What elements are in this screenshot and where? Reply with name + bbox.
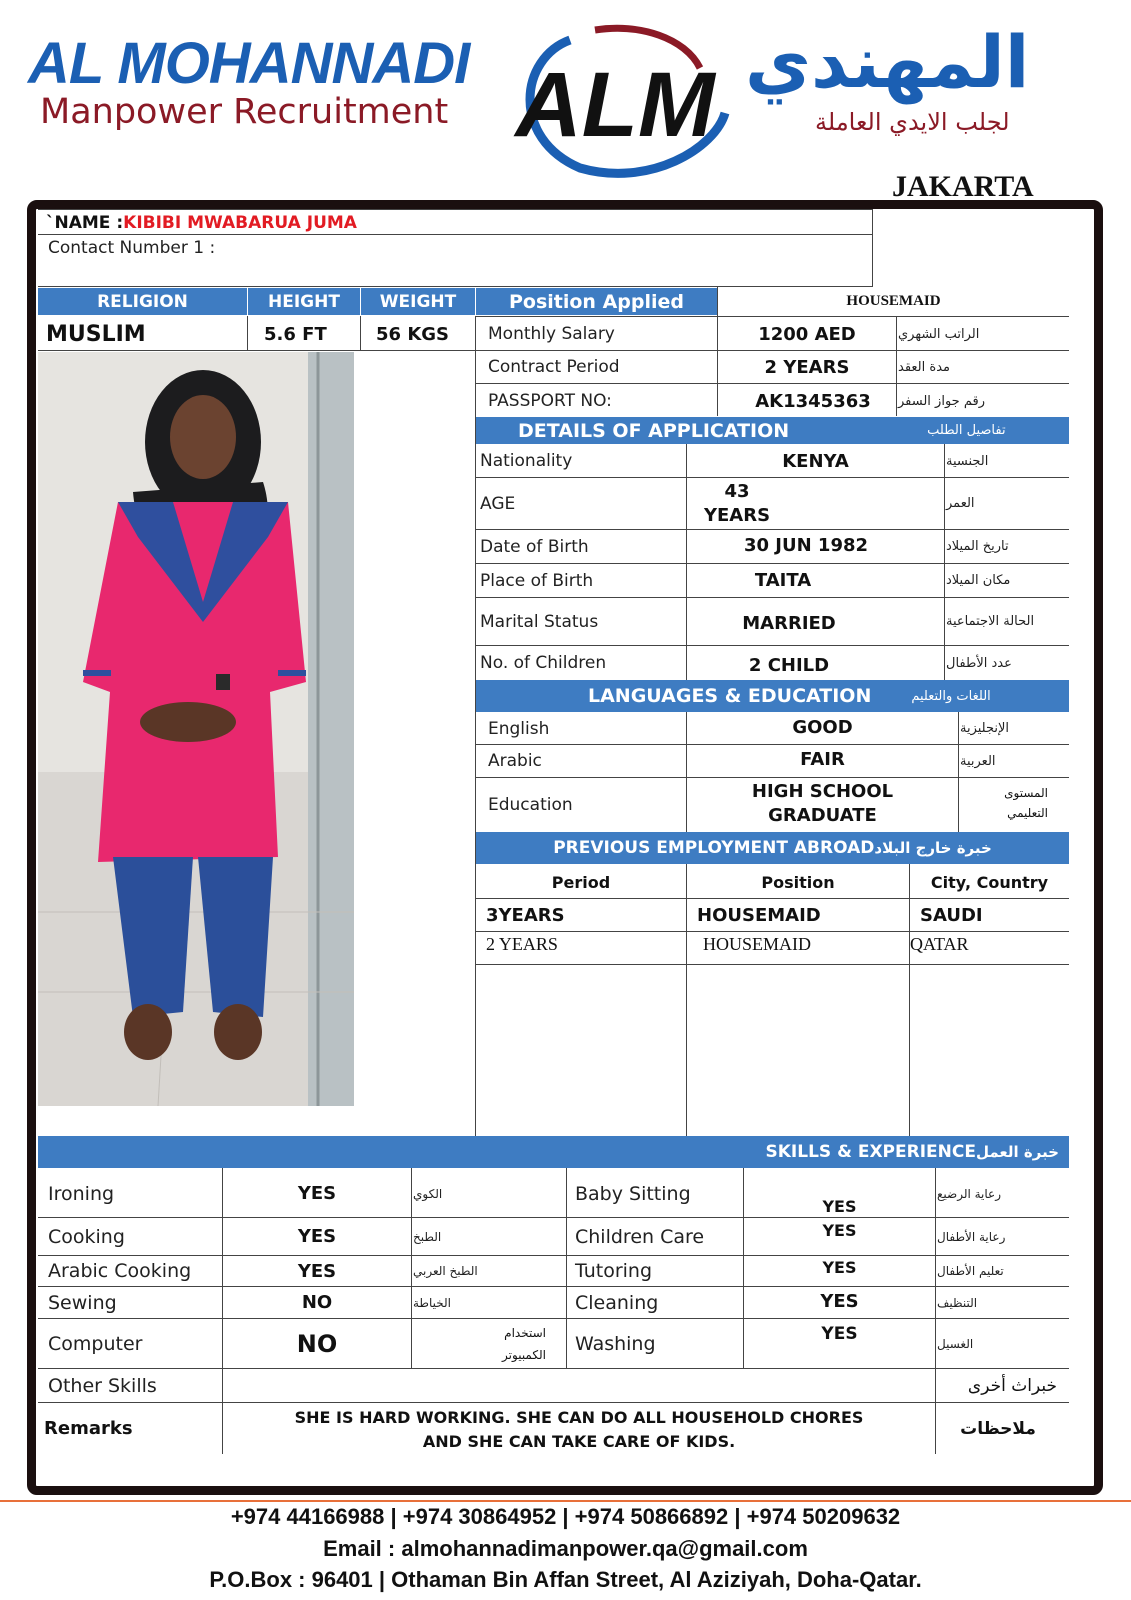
skills-header-arabic: ﺧﺒﺮﺓ ﺍﻟﻌﻤﻞ <box>975 1143 1059 1161</box>
employment-row-1-country: SAUDI <box>920 904 983 926</box>
remarks-text <box>223 1406 935 1454</box>
arabic-value: FAIR <box>800 749 845 770</box>
skill-computer-label: Computer <box>48 1332 143 1355</box>
employment-header-text: PREVIOUS EMPLOYMENT ABROAD <box>553 838 875 858</box>
skill-tutoring-arabic: ﺗﻌﻠﻴﻢ ﺍﻷﻃﻔﺎﻝ <box>937 1264 1004 1278</box>
height-header: HEIGHT <box>248 288 360 315</box>
english-value: GOOD <box>792 717 853 738</box>
candidate-name: KIBIBI MWABARUA JUMA <box>123 213 357 233</box>
col-period-header: Period <box>551 872 611 892</box>
monthly-salary-label: Monthly Salary <box>488 324 615 344</box>
details-header-arabic: ﺗﻔﺎﺻﻴﻞ ﺍﻟﻄﻠﺐ <box>927 423 1006 438</box>
skill-computer-value: NO <box>296 1329 338 1358</box>
skill-washing-arabic: ﺍﻟﻐﺴﻴﻞ <box>937 1336 974 1351</box>
logo-arabic-subtitle: لجلب الايدي العاملة <box>815 108 1010 136</box>
age-unit: YEARS <box>703 505 771 526</box>
skill-arabic-cooking-label: Arabic Cooking <box>48 1260 192 1282</box>
age-label: AGE <box>480 493 516 514</box>
age-arabic: ﺍﻟﻌﻤﺮ <box>946 496 975 511</box>
height-value: 5.6 FT <box>264 323 327 345</box>
weight-header: WEIGHT <box>361 288 475 315</box>
remarks-line-2: AND SHE CAN TAKE CARE OF KIDS. <box>422 1432 736 1451</box>
footer-phones: +974 44166988 | +974 30864952 | +974 50866892 | +974 50209632 <box>230 1504 901 1529</box>
footer-email: Email : almohannadimanpower.qa@gmail.com <box>323 1536 808 1561</box>
pob-arabic: ﻣﻜﺎﻥ ﺍﻟﻤﻴﻼﺩ <box>946 573 1011 588</box>
skill-sewing-label: Sewing <box>48 1291 117 1314</box>
logo-english-name: AL MOHANNADI <box>28 31 470 96</box>
col-country-header: City, Country <box>930 872 1049 892</box>
other-skills-label: Other Skills <box>48 1374 157 1397</box>
skill-children-care-label: Children Care <box>575 1225 705 1248</box>
employment-row-1-position: HOUSEMAID <box>697 904 821 926</box>
skill-ironing-arabic: ﺍﻟﻜﻮﻱ <box>413 1186 443 1201</box>
education-value-line1: HIGH SCHOOL <box>751 781 894 802</box>
skill-cleaning-arabic: ﺍﻟﺘﻨﻈﻴﻒ <box>937 1295 978 1310</box>
skill-sewing-arabic: ﺍﻟﺨﻴﺎﻃﺔ <box>413 1295 451 1310</box>
skill-baby-sitting-arabic: ﺭﻋﺎﻳﺔ ﺍﻟﺮﺿﻴﻊ <box>937 1186 1002 1201</box>
name-label: `NAME : <box>46 213 124 233</box>
details-header <box>476 417 1069 444</box>
marital-status-label: Marital Status <box>480 611 599 632</box>
passport-value: AK1345363 <box>755 390 871 412</box>
office-city: JAKARTA <box>892 170 1034 203</box>
arabic-label: Arabic <box>488 751 542 771</box>
skill-arabic-cooking-arabic: ﺍﻟﻄﺒﺦ ﺍﻟﻌﺮﺑﻲ <box>413 1264 478 1278</box>
monthly-salary-arabic: ﺍﻟﺮﺍﺗﺐ ﺍﻟﺸﻬﺮﻱ <box>898 326 980 342</box>
education-arabic <box>960 783 1048 823</box>
logo-mark-text: ALM <box>515 54 715 156</box>
skill-cleaning-value: YES <box>820 1290 859 1312</box>
skills-header <box>38 1136 1069 1168</box>
remarks-label: Remarks <box>44 1418 133 1439</box>
skill-cooking-value: YES <box>297 1226 337 1247</box>
position-applied-header: Position Applied <box>476 288 717 315</box>
children-value: 2 CHILD <box>748 654 830 676</box>
age-value <box>687 480 787 528</box>
skill-children-care-arabic: ﺭﻋﺎﻳﺔ ﺍﻷﻃﻔﺎﻝ <box>937 1229 1006 1244</box>
education-arabic-line1: ﺍﻟﻤﺴﺘﻮﻯ <box>1004 786 1048 800</box>
education-label: Education <box>488 795 573 815</box>
skill-tutoring-label: Tutoring <box>575 1260 653 1282</box>
alm-logo-mark <box>500 18 730 178</box>
skill-ironing-label: Ironing <box>48 1182 115 1205</box>
footer-divider <box>0 1500 1131 1502</box>
remarks-arabic: ملاحظات <box>960 1418 1036 1439</box>
arabic-arabic: ﺍﻟﻌﺮﺑﻴﺔ <box>960 753 996 769</box>
monthly-salary-value: 1200 AED <box>758 323 856 345</box>
remarks-line-1: SHE IS HARD WORKING. SHE CAN DO ALL HOUSEHOLD CHORES <box>294 1408 864 1427</box>
skill-computer-arabic-line1: ﺍﺳﺘﺨﺪﺍﻡ <box>504 1326 546 1340</box>
dob-label: Date of Birth <box>480 536 589 557</box>
languages-header-arabic: ﺍﻟﻠﻐﺎﺕ ﻭﺍﻟﺘﻌﻠﻴﻢ <box>911 688 991 704</box>
contract-period-label: Contract Period <box>488 357 620 377</box>
employment-row-2-country: QATAR <box>910 933 969 954</box>
candidate-photo <box>38 352 354 1106</box>
english-label: English <box>488 718 550 739</box>
employment-row-1-period: 3YEARS <box>486 904 565 926</box>
skill-sewing-value: NO <box>301 1292 333 1313</box>
marital-status-value: MARRIED <box>742 612 836 634</box>
age-number: 43 <box>724 481 750 502</box>
skill-washing-value: YES <box>821 1324 858 1344</box>
footer-address: P.O.Box : 96401 | Othaman Bin Affan Street, Al Aziziyah, Doha-Qatar. <box>209 1567 922 1592</box>
logo-arabic-name: المهندي <box>745 20 1030 104</box>
skill-cleaning-label: Cleaning <box>575 1291 659 1314</box>
employment-header-arabic: ﺧﺒﺮﺓ ﺧﺎﺭﺝ ﺍﻟﺒﻼﺩ <box>874 839 992 857</box>
contact-label: Contact Number 1 : <box>48 238 216 258</box>
other-skills-arabic: خبراث أخرى <box>967 1375 1057 1396</box>
languages-header <box>476 680 1069 712</box>
pob-value: TAITA <box>754 570 812 591</box>
children-arabic: ﻋﺪﺩ ﺍﻷﻃﻔﺎﻝ <box>946 655 1012 671</box>
nationality-value: KENYA <box>782 450 849 472</box>
position-applied-value: HOUSEMAID <box>846 293 941 309</box>
dob-arabic: ﺗﺎﺭﻳﺦ ﺍﻟﻤﻴﻼﺩ <box>946 539 1009 554</box>
contract-period-value: 2 YEARS <box>764 356 850 378</box>
skill-washing-label: Washing <box>575 1332 656 1355</box>
skill-ironing-value: YES <box>297 1183 337 1204</box>
skill-cooking-label: Cooking <box>48 1225 125 1248</box>
skill-computer-arabic <box>440 1322 546 1366</box>
skill-cooking-arabic: ﺍﻟﻄﺒﺦ <box>413 1229 442 1244</box>
contract-period-arabic: ﻣﺪﺓ ﺍﻟﻌﻘﺪ <box>898 359 950 375</box>
skill-computer-arabic-line2: ﺍﻟﻜﻤﺒﻴﻮﺗﺮ <box>502 1348 546 1362</box>
skill-arabic-cooking-value: YES <box>297 1260 337 1282</box>
weight-value: 56 KGS <box>376 323 450 345</box>
nationality-arabic: ﺍﻟﺠﻨﺴﻴﺔ <box>946 453 989 469</box>
education-value-line2: GRADUATE <box>768 805 877 826</box>
english-arabic: ﺍﻹﻧﺠﻠﻴﺰﻳﺔ <box>960 721 1010 736</box>
skill-baby-sitting-label: Baby Sitting <box>575 1182 691 1205</box>
employment-row-2-position: HOUSEMAID <box>703 933 811 954</box>
skills-header-text: SKILLS & EXPERIENCE <box>765 1142 976 1162</box>
skill-children-care-value: YES <box>822 1220 857 1240</box>
education-arabic-line2: ﺍﻟﺘﻌﻠﻴﻤﻲ <box>1007 806 1048 820</box>
education-value <box>687 780 958 828</box>
marital-status-arabic: ﺍﻟﺤﺎﻟﺔ ﺍﻻﺟﺘﻤﺎﻋﻴﺔ <box>946 614 1035 629</box>
religion-header: RELIGION <box>38 288 247 315</box>
skill-tutoring-value: YES <box>822 1257 857 1277</box>
employment-row-2-period: 2 YEARS <box>486 933 558 954</box>
nationality-label: Nationality <box>480 451 573 471</box>
name-row <box>46 211 357 235</box>
languages-header-text: LANGUAGES & EDUCATION <box>588 685 872 707</box>
passport-label: PASSPORT NO: <box>488 391 612 411</box>
logo-english-subtitle: Manpower Recruitment <box>40 92 449 132</box>
religion-value: MUSLIM <box>46 321 146 347</box>
pob-label: Place of Birth <box>480 570 594 591</box>
passport-arabic: ﺭﻗﻢ ﺟﻮﺍﺯ ﺍﻟﺴﻔﺮ <box>898 393 985 409</box>
skill-baby-sitting-value: YES <box>822 1196 857 1216</box>
children-label: No. of Children <box>480 653 607 673</box>
employment-header <box>476 832 1069 864</box>
dob-value: 30 JUN 1982 <box>743 534 869 556</box>
col-position-header: Position <box>761 872 835 892</box>
details-header-text: DETAILS OF APPLICATION <box>518 419 790 442</box>
